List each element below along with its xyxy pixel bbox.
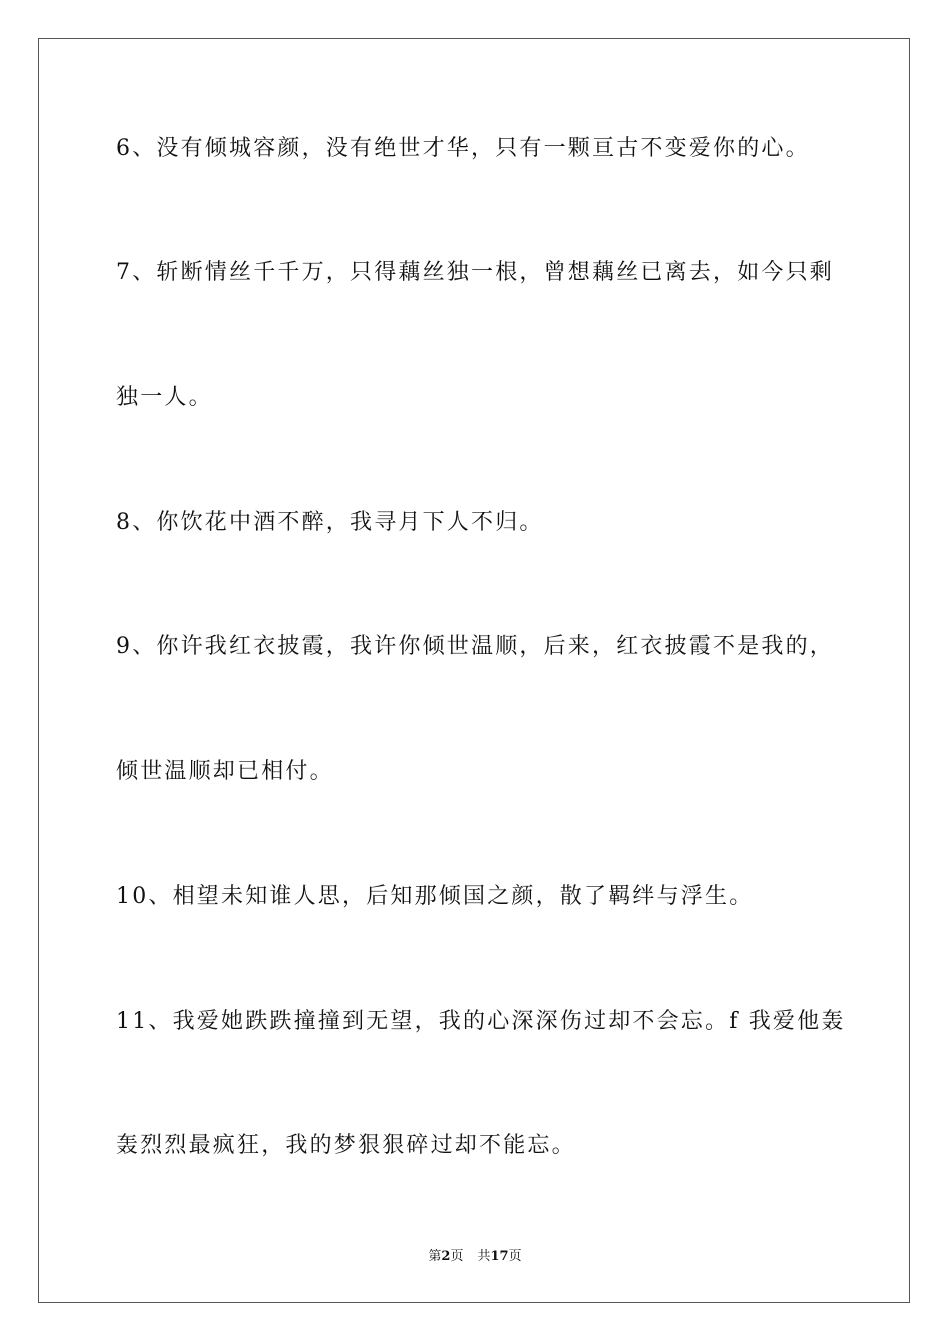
- text-line-7-cont: 独一人。: [116, 385, 213, 410]
- page-footer: [0, 1248, 950, 1266]
- text-line-11-cont: 轰烈烈最疯狂，我的梦狠狠碎过却不能忘。: [116, 1133, 576, 1158]
- text-line-9-cont: 倾世温顺却已相付。: [116, 759, 334, 784]
- total-pages: 17: [490, 1249, 509, 1264]
- text-line-6: 6、没有倾城容颜，没有绝世才华，只有一颗亘古不变爱你的心。: [116, 136, 810, 161]
- page-suffix: 页: [450, 1249, 464, 1264]
- text-line-9: 9、你许我红衣披霞，我许你倾世温顺，后来，红衣披霞不是我的，: [116, 634, 834, 659]
- text-line-7: 7、斩断情丝千千万，只得藕丝独一根，曾想藕丝已离去，如今只剩: [116, 260, 834, 285]
- text-line-8: 8、你饮花中酒不醉，我寻月下人不归。: [116, 510, 544, 535]
- total-prefix: 共: [477, 1249, 491, 1264]
- page-prefix: 第: [428, 1249, 442, 1264]
- total-suffix: 页: [508, 1249, 522, 1264]
- page-border: [38, 38, 910, 1303]
- text-line-11: 11、我爱她跌跌撞撞到无望，我的心深深伤过却不会忘。f 我爱他轰: [116, 1009, 846, 1034]
- text-line-10: 10、相望未知谁人思，后知那倾国之颜，散了羁绊与浮生。: [116, 884, 754, 909]
- page-number: 2: [441, 1249, 451, 1264]
